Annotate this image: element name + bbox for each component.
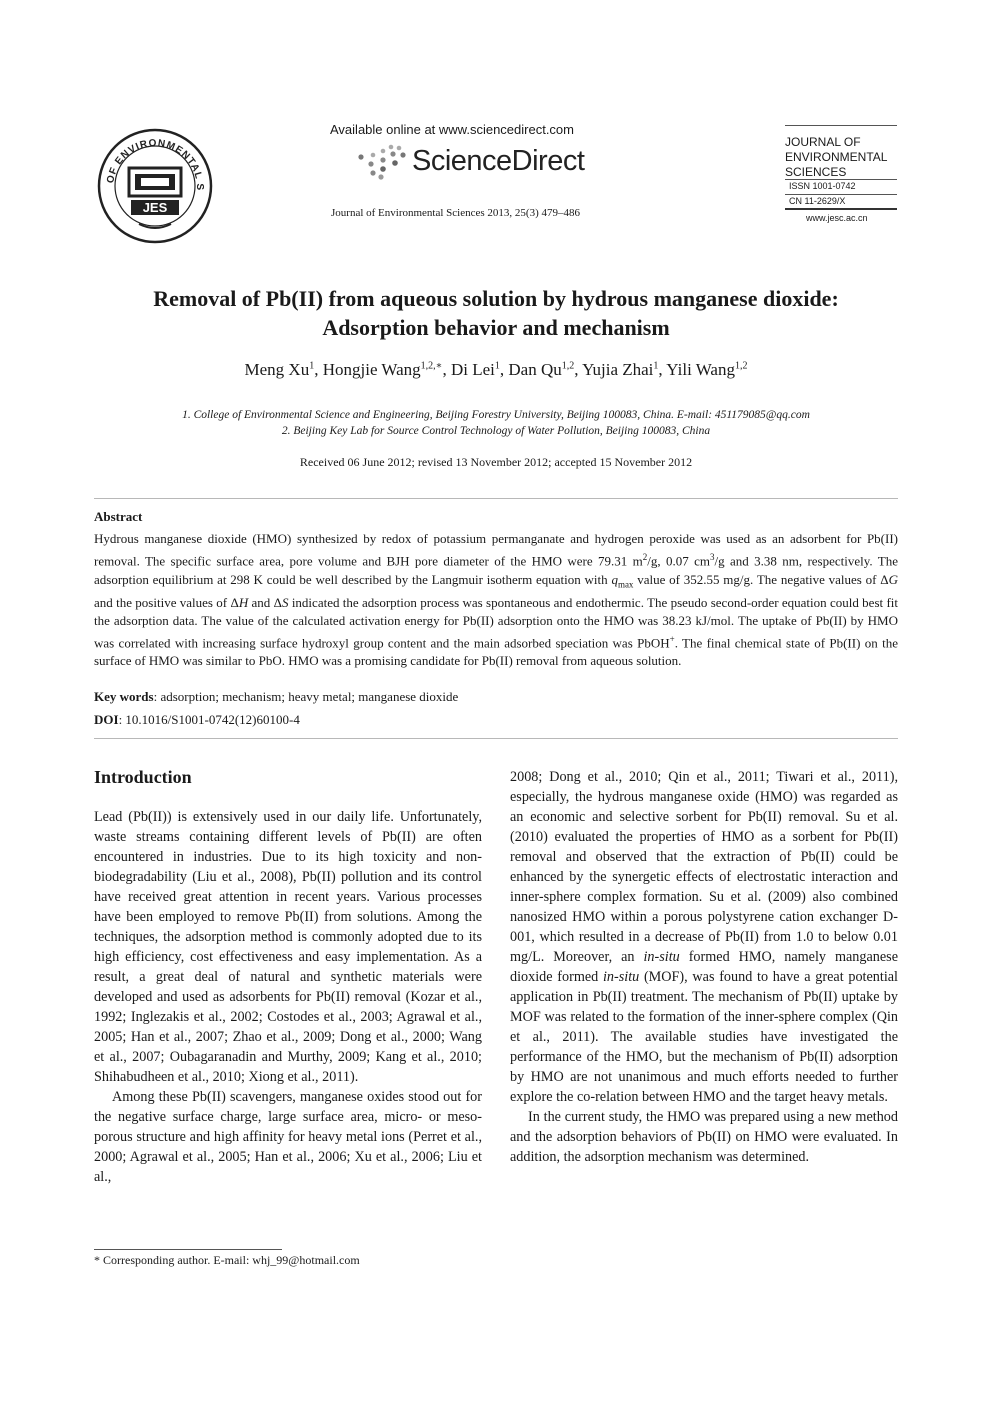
separator: , (574, 360, 583, 379)
divider (785, 179, 897, 180)
issn: ISSN 1001-0742 (789, 181, 856, 191)
divider (785, 194, 897, 195)
author-name: Di Lei (450, 360, 495, 379)
abstract-text: Hydrous manganese dioxide (HMO) synthesized by redox of potassium permanganate and hydrogen peroxide was used as an adsorbent for Pb(II) removal. The specific surface area, pore volume and BJH pore diameter of the HMO were 79.31 $m^2/g$, 0.07 $cm^3/g$ and 3.38 nm, respectively. The adsorption equilibrium at 298 K could be well described by the Langmuir isotherm equation with $q_{max}$ value of 352.55 mg/g. The negative values of ΔG and the positive values of ΔH and ΔS indicated the adsorption process was spontaneous and endothermic. The pseudo second-order equation could best fit the adsorption data. The value of the calculated activation energy for Pb(II) adsorption onto the HMO was 38.23 kJ/mol. The uptake of Pb(II) by HMO was correlated with increasing surface hydroxyl group content and the main adsorbed speciation was PbOH+. The final chemical state of Pb(II) on the surface of HMO was similar to PbO. HMO was a promising candidate for Pb(II) removal from aqueous solution. (94, 531, 898, 669)
available-online-text: Available online at www.sciencedirect.com (330, 122, 574, 137)
title-line: Removal of Pb(II) from aqueous solution by hydrous manganese dioxide: (153, 286, 839, 311)
journal-name-line: SCIENCES (785, 165, 847, 179)
separator: , (499, 360, 509, 379)
divider (785, 208, 897, 210)
affiliation: 1. College of Environmental Science and Engineering, Beijing Forestry University, Beijing 100083, China. E-mail: 451179085@qq.com (182, 409, 810, 421)
author-name: Dan Qu (508, 360, 562, 379)
author-affiliation-mark: 1 (309, 360, 315, 372)
author-affiliation-mark: 1,2 (734, 360, 748, 372)
sciencedirect-icon (355, 143, 411, 181)
journal-logo (93, 128, 217, 244)
title-line: Adsorption behavior and mechanism (322, 315, 670, 340)
article-title (94, 284, 898, 342)
logo-ring-text: OF ENVIRONMENTAL S (105, 137, 206, 192)
logo-badge-text: JES (142, 200, 168, 215)
author-affiliation-mark: 1 (653, 360, 659, 372)
journal-website-link[interactable]: www.jesc.ac.cn (806, 213, 868, 223)
left-column (94, 807, 482, 1187)
author-affiliation-mark: 1 (494, 360, 500, 372)
divider (94, 738, 898, 739)
author-name: Meng Xu (244, 360, 310, 379)
separator: , (658, 360, 667, 379)
affiliations (94, 407, 898, 439)
affiliation: 2. Beijing Key Lab for Source Control Technology of Water Pollution, Beijing 100083, China (281, 425, 711, 437)
sciencedirect-brand: ScienceDirect (412, 145, 585, 177)
divider (94, 498, 898, 499)
footnote-corresponding-author: * Corresponding author. E-mail: whj_99@hotmail.com (94, 1253, 360, 1267)
paragraph: Lead (Pb(II)) is extensively used in our daily life. Unfortunately, waste streams containing different levels of Pb(II) are often encountered in industries. Due to its high toxicity and non-biodegradability (Liu et al., 2008), Pb(II) pollution and its control have received great attention in recent years. Various processes have been employed to remove Pb(II) from solutions. Among the techniques, the adsorption method is commonly adopted due to its high efficiency, cost effectiveness and easy implementation. As a result, a great deal of natural and synthetic materials were developed and used as adsorbents for Pb(II) removal (Kozar et al., 1992; Inglezakis et al., 2002; Costodes et al., 2003; Agrawal et al., 2005; Han et al., 2007; Zhao et al., 2009; Dong et al., 2000; Wang et al., 2007; Oubagaranadin and Murthy, 2009; Kang et al., 2010; Shihabudheen et al., 2010; Xiong et al., 2011). (94, 809, 482, 1085)
author-affiliation-mark: 1,2 (561, 360, 575, 372)
separator: , (314, 360, 323, 379)
keywords-value: : adsorption; mechanism; heavy metal; manganese dioxide (153, 689, 459, 704)
journal-name-line: ENVIRONMENTAL (785, 150, 888, 164)
doi (94, 712, 300, 728)
keywords-label: Key words (94, 689, 154, 704)
paragraph: 2008; Dong et al., 2010; Qin et al., 2011; Tiwari et al., 2011), especially, the hydrous manganese oxide (HMO) was regarded as an economic and selective sorbent for Pb(II) removal. Su et al. (2010) evaluated the properties of HMO as a sorbent for Pb(II) removal and observed that the extraction of Pb(II) could be enhanced by the synergetic effects of electrostatic interaction and inner-sphere complex formation. Su et al. (2009) also combined nanosized HMO within a porous polystyrene cation exchanger D-001, which resulted in a decrease of Pb(II) from 1.0 to below 0.01 mg/L. Moreover, an in-situ formed HMO, namely manganese dioxide formed in-situ (MOF), was found to have a great potential application in Pb(II) treatment. The mechanism of Pb(II) uptake by MOF was related to the formation of the inner-sphere complex (Qin et al., 2011). The available studies have investigated the performance of the HMO, but the mechanism of Pb(II) adsorption by HMO are not unanimous and much efforts needed to further explore the co-relation between HMO and the target heavy metals. (510, 769, 898, 1105)
journal-name-line: JOURNAL OF (785, 135, 861, 149)
paragraph: Among these Pb(II) scavengers, manganese oxides stood out for the negative surface charge, large surface area, micro- or meso-porous structure and high affinity for heavy metal ions (Perret et al., 2000; Agrawal et al., 2005; Han et al., 2006; Xu et al., 2006; Liu et al., (94, 1089, 482, 1185)
section-heading-introduction: Introduction (94, 767, 192, 787)
doi-label: DOI (94, 712, 119, 727)
separator: , (442, 360, 451, 379)
right-column (510, 767, 898, 1167)
journal-citation: Journal of Environmental Sciences 2013, 25(3) 479–486 (331, 207, 580, 219)
author-name: Yili Wang (666, 360, 735, 379)
doi-link[interactable]: : 10.1016/S1001-0742(12)60100-4 (118, 712, 300, 727)
paragraph: In the current study, the HMO was prepared using a new method and the adsorption behaviors of Pb(II) on HMO were evaluated. In addition, the adsorption mechanism was determined. (510, 1109, 898, 1165)
footnote-divider (94, 1249, 282, 1250)
divider (785, 125, 897, 126)
author-name: Hongjie Wang (322, 360, 421, 379)
cn-number: CN 11-2629/X (789, 196, 846, 206)
author-affiliation-mark: 1,2,∗ (420, 360, 443, 372)
journal-name (785, 135, 887, 180)
author-name: Yujia Zhai (582, 360, 654, 379)
received-dates: Received 06 June 2012; revised 13 November 2012; accepted 15 November 2012 (299, 455, 693, 469)
abstract-heading: Abstract (94, 509, 143, 524)
keywords (94, 689, 458, 705)
author-list (94, 360, 898, 380)
